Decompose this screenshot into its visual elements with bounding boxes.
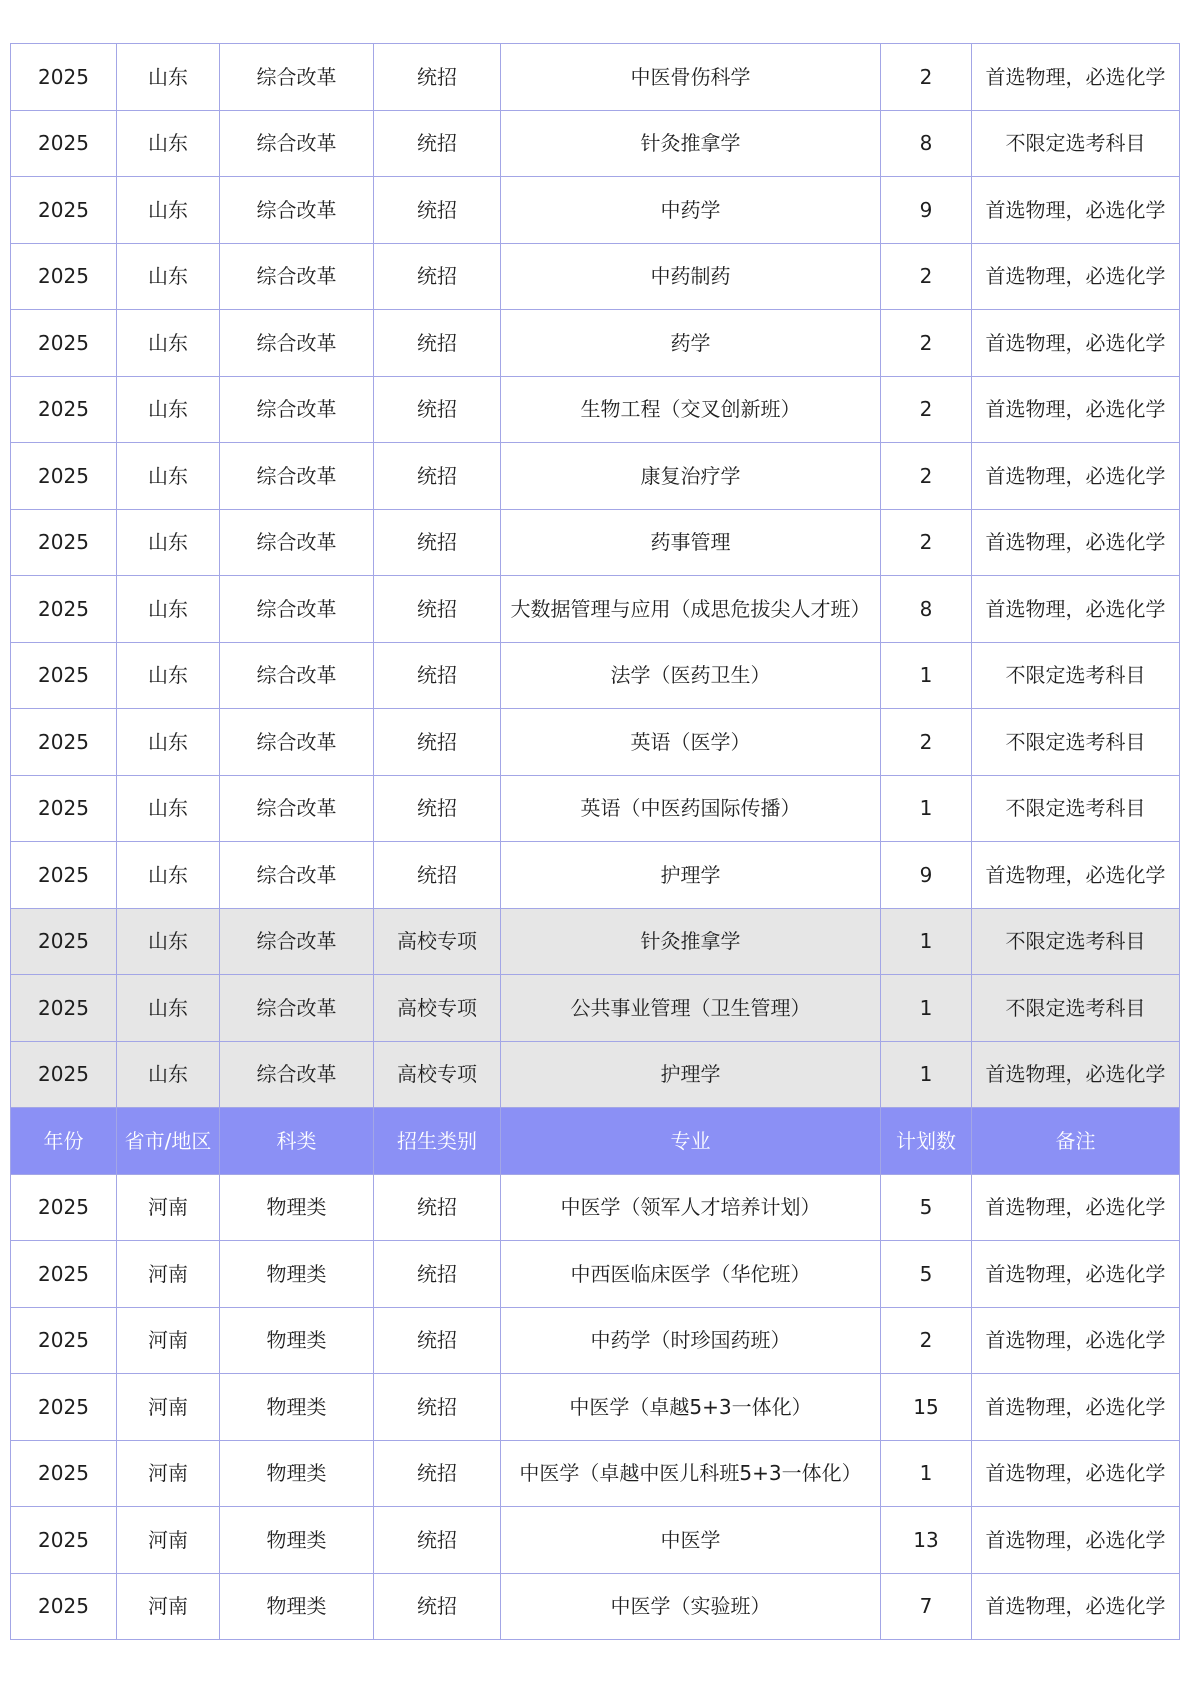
table-row (11, 243, 1180, 310)
plan-count-cell: 2 (881, 44, 972, 111)
table-header (11, 1108, 1180, 1175)
henan-rows (11, 1174, 1180, 1640)
plan-count-cell: 9 (881, 842, 972, 909)
year-cell: 2025 (11, 1507, 117, 1574)
enrollment-type-cell: 统招 (374, 310, 501, 377)
year-cell: 2025 (11, 576, 117, 643)
plan-count-cell: 1 (881, 975, 972, 1042)
category-cell: 综合改革 (220, 44, 374, 111)
enrollment-type-cell: 统招 (374, 1241, 501, 1308)
plan-count-cell: 2 (881, 509, 972, 576)
plan-count-cell: 5 (881, 1174, 972, 1241)
category-cell: 综合改革 (220, 509, 374, 576)
category-cell: 综合改革 (220, 576, 374, 643)
year-cell: 2025 (11, 110, 117, 177)
major-cell: 药事管理 (501, 509, 881, 576)
note-cell: 不限定选考科目 (972, 975, 1180, 1042)
header-enrollment-type: 招生类别 (374, 1108, 501, 1175)
year-cell: 2025 (11, 775, 117, 842)
table-row (11, 908, 1180, 975)
region-cell: 河南 (117, 1573, 220, 1640)
region-cell: 山东 (117, 443, 220, 510)
major-cell: 公共事业管理（卫生管理） (501, 975, 881, 1042)
year-cell: 2025 (11, 908, 117, 975)
enrollment-type-cell: 统招 (374, 642, 501, 709)
major-cell: 针灸推拿学 (501, 110, 881, 177)
table-row (11, 1174, 1180, 1241)
category-cell: 综合改革 (220, 177, 374, 244)
table-row (11, 975, 1180, 1042)
major-cell: 针灸推拿学 (501, 908, 881, 975)
major-cell: 英语（中医药国际传播） (501, 775, 881, 842)
major-cell: 法学（医药卫生） (501, 642, 881, 709)
table-row (11, 576, 1180, 643)
year-cell: 2025 (11, 709, 117, 776)
admission-plan-sheet (10, 43, 1179, 1640)
enrollment-type-cell: 统招 (374, 177, 501, 244)
year-cell: 2025 (11, 376, 117, 443)
category-cell: 物理类 (220, 1307, 374, 1374)
category-cell: 物理类 (220, 1374, 374, 1441)
major-cell: 生物工程（交叉创新班） (501, 376, 881, 443)
category-cell: 综合改革 (220, 376, 374, 443)
note-cell: 首选物理，必选化学 (972, 443, 1180, 510)
plan-count-cell: 2 (881, 243, 972, 310)
note-cell: 首选物理，必选化学 (972, 842, 1180, 909)
plan-count-cell: 1 (881, 642, 972, 709)
category-cell: 物理类 (220, 1241, 374, 1308)
year-cell: 2025 (11, 443, 117, 510)
note-cell: 不限定选考科目 (972, 642, 1180, 709)
note-cell: 首选物理，必选化学 (972, 1440, 1180, 1507)
region-cell: 山东 (117, 642, 220, 709)
table-row (11, 1573, 1180, 1640)
region-cell: 河南 (117, 1440, 220, 1507)
note-cell: 不限定选考科目 (972, 709, 1180, 776)
year-cell: 2025 (11, 1374, 117, 1441)
year-cell: 2025 (11, 1440, 117, 1507)
enrollment-type-cell: 统招 (374, 243, 501, 310)
enrollment-type-cell: 统招 (374, 1174, 501, 1241)
year-cell: 2025 (11, 642, 117, 709)
year-cell: 2025 (11, 1041, 117, 1108)
enrollment-type-cell: 统招 (374, 1440, 501, 1507)
table-row (11, 1307, 1180, 1374)
major-cell: 康复治疗学 (501, 443, 881, 510)
category-cell: 综合改革 (220, 243, 374, 310)
note-cell: 首选物理，必选化学 (972, 1374, 1180, 1441)
table-row (11, 1507, 1180, 1574)
major-cell: 中医学（卓越5+3一体化） (501, 1374, 881, 1441)
category-cell: 综合改革 (220, 310, 374, 377)
major-cell: 中药制药 (501, 243, 881, 310)
category-cell: 综合改革 (220, 443, 374, 510)
enrollment-type-cell: 统招 (374, 576, 501, 643)
table-row (11, 1241, 1180, 1308)
major-cell: 中药学 (501, 177, 881, 244)
region-cell: 山东 (117, 1041, 220, 1108)
note-cell: 首选物理，必选化学 (972, 1507, 1180, 1574)
major-cell: 护理学 (501, 1041, 881, 1108)
note-cell: 首选物理，必选化学 (972, 1573, 1180, 1640)
plan-count-cell: 7 (881, 1573, 972, 1640)
region-cell: 山东 (117, 110, 220, 177)
enrollment-type-cell: 统招 (374, 443, 501, 510)
note-cell: 首选物理，必选化学 (972, 243, 1180, 310)
note-cell: 首选物理，必选化学 (972, 509, 1180, 576)
enrollment-type-cell: 高校专项 (374, 1041, 501, 1108)
year-cell: 2025 (11, 1241, 117, 1308)
region-cell: 山东 (117, 243, 220, 310)
note-cell: 首选物理，必选化学 (972, 1174, 1180, 1241)
plan-count-cell: 9 (881, 177, 972, 244)
year-cell: 2025 (11, 975, 117, 1042)
year-cell: 2025 (11, 177, 117, 244)
enrollment-type-cell: 统招 (374, 709, 501, 776)
category-cell: 综合改革 (220, 642, 374, 709)
table-row (11, 709, 1180, 776)
header-category: 科类 (220, 1108, 374, 1175)
note-cell: 首选物理，必选化学 (972, 1041, 1180, 1108)
note-cell: 首选物理，必选化学 (972, 1241, 1180, 1308)
major-cell: 中医学（领军人才培养计划） (501, 1174, 881, 1241)
region-cell: 山东 (117, 177, 220, 244)
region-cell: 山东 (117, 376, 220, 443)
note-cell: 首选物理，必选化学 (972, 576, 1180, 643)
category-cell: 综合改革 (220, 842, 374, 909)
header-region: 省市/地区 (117, 1108, 220, 1175)
table-row (11, 110, 1180, 177)
major-cell: 大数据管理与应用（成思危拔尖人才班） (501, 576, 881, 643)
plan-count-cell: 1 (881, 1041, 972, 1108)
major-cell: 药学 (501, 310, 881, 377)
note-cell: 首选物理，必选化学 (972, 44, 1180, 111)
plan-count-cell: 8 (881, 576, 972, 643)
table-row (11, 44, 1180, 111)
enrollment-type-cell: 统招 (374, 775, 501, 842)
category-cell: 物理类 (220, 1507, 374, 1574)
plan-count-cell: 5 (881, 1241, 972, 1308)
table-row (11, 642, 1180, 709)
region-cell: 山东 (117, 975, 220, 1042)
region-cell: 山东 (117, 509, 220, 576)
category-cell: 综合改革 (220, 908, 374, 975)
enrollment-type-cell: 统招 (374, 44, 501, 111)
year-cell: 2025 (11, 509, 117, 576)
major-cell: 中医学（实验班） (501, 1573, 881, 1640)
table-header-row (11, 1108, 1180, 1175)
header-note: 备注 (972, 1108, 1180, 1175)
note-cell: 不限定选考科目 (972, 110, 1180, 177)
category-cell: 物理类 (220, 1573, 374, 1640)
category-cell: 综合改革 (220, 709, 374, 776)
major-cell: 护理学 (501, 842, 881, 909)
region-cell: 山东 (117, 709, 220, 776)
enrollment-type-cell: 统招 (374, 1307, 501, 1374)
category-cell: 综合改革 (220, 110, 374, 177)
shandong-rows (11, 44, 1180, 1108)
plan-count-cell: 2 (881, 709, 972, 776)
category-cell: 物理类 (220, 1174, 374, 1241)
plan-count-cell: 2 (881, 1307, 972, 1374)
year-cell: 2025 (11, 310, 117, 377)
plan-count-cell: 13 (881, 1507, 972, 1574)
major-cell: 中医骨伤科学 (501, 44, 881, 111)
plan-count-cell: 1 (881, 775, 972, 842)
table-row (11, 376, 1180, 443)
major-cell: 英语（医学） (501, 709, 881, 776)
category-cell: 综合改革 (220, 1041, 374, 1108)
region-cell: 山东 (117, 310, 220, 377)
table-row (11, 775, 1180, 842)
year-cell: 2025 (11, 1174, 117, 1241)
region-cell: 河南 (117, 1374, 220, 1441)
note-cell: 首选物理，必选化学 (972, 177, 1180, 244)
header-year: 年份 (11, 1108, 117, 1175)
enrollment-type-cell: 统招 (374, 1507, 501, 1574)
year-cell: 2025 (11, 44, 117, 111)
region-cell: 河南 (117, 1174, 220, 1241)
enrollment-type-cell: 统招 (374, 509, 501, 576)
plan-count-cell: 15 (881, 1374, 972, 1441)
enrollment-type-cell: 统招 (374, 376, 501, 443)
year-cell: 2025 (11, 1573, 117, 1640)
major-cell: 中医学 (501, 1507, 881, 1574)
admission-plan-table (10, 43, 1180, 1640)
year-cell: 2025 (11, 842, 117, 909)
region-cell: 山东 (117, 576, 220, 643)
plan-count-cell: 1 (881, 1440, 972, 1507)
plan-count-cell: 1 (881, 908, 972, 975)
table-row (11, 1374, 1180, 1441)
plan-count-cell: 8 (881, 110, 972, 177)
enrollment-type-cell: 统招 (374, 1573, 501, 1640)
table-row (11, 509, 1180, 576)
enrollment-type-cell: 高校专项 (374, 908, 501, 975)
plan-count-cell: 2 (881, 443, 972, 510)
note-cell: 不限定选考科目 (972, 908, 1180, 975)
table-row (11, 1041, 1180, 1108)
plan-count-cell: 2 (881, 376, 972, 443)
enrollment-type-cell: 统招 (374, 842, 501, 909)
enrollment-type-cell: 统招 (374, 110, 501, 177)
note-cell: 不限定选考科目 (972, 775, 1180, 842)
region-cell: 河南 (117, 1241, 220, 1308)
region-cell: 河南 (117, 1307, 220, 1374)
major-cell: 中西医临床医学（华佗班） (501, 1241, 881, 1308)
enrollment-type-cell: 统招 (374, 1374, 501, 1441)
table-row (11, 842, 1180, 909)
year-cell: 2025 (11, 1307, 117, 1374)
category-cell: 物理类 (220, 1440, 374, 1507)
table-row (11, 177, 1180, 244)
region-cell: 山东 (117, 44, 220, 111)
header-major: 专业 (501, 1108, 881, 1175)
table-row (11, 310, 1180, 377)
plan-count-cell: 2 (881, 310, 972, 377)
region-cell: 河南 (117, 1507, 220, 1574)
note-cell: 首选物理，必选化学 (972, 310, 1180, 377)
region-cell: 山东 (117, 842, 220, 909)
table-row (11, 443, 1180, 510)
major-cell: 中药学（时珍国药班） (501, 1307, 881, 1374)
note-cell: 首选物理，必选化学 (972, 376, 1180, 443)
major-cell: 中医学（卓越中医儿科班5+3一体化） (501, 1440, 881, 1507)
region-cell: 山东 (117, 908, 220, 975)
enrollment-type-cell: 高校专项 (374, 975, 501, 1042)
category-cell: 综合改革 (220, 975, 374, 1042)
note-cell: 首选物理，必选化学 (972, 1307, 1180, 1374)
year-cell: 2025 (11, 243, 117, 310)
category-cell: 综合改革 (220, 775, 374, 842)
region-cell: 山东 (117, 775, 220, 842)
table-row (11, 1440, 1180, 1507)
header-plan-count: 计划数 (881, 1108, 972, 1175)
